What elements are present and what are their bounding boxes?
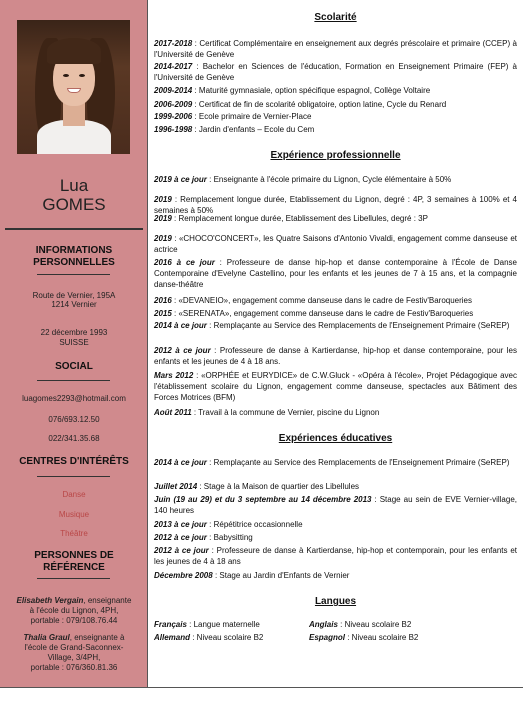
experience-entry: 2019 : «CHOCO'CONCERT», les Quatre Saisons d'Antonio Vivaldi, engagement comme danseuse et actrice [154,234,517,254]
scolarite-entry: 2017-2018 : Certificat Complémentaire en enseignement aux degrés préscolaire et primaire (CCEP) à l'Université de Genève [154,39,517,59]
scolarite-entry: 2014-2017 : Bachelor en Sciences de l'éducation, Formation en Enseignement Primaire (FEP) à l'Université de Genève [154,62,517,82]
language-item: Français : Langue maternelle [154,620,260,629]
birth-date: 22 décembre 1993 [40,328,108,337]
scolarite-entry: 1999-2006 : Ecole primaire de Vernier-Place [154,112,312,121]
scolarite-entry: 2006-2009 : Certificat de fin de scolarité obligatoire, option latine, Cycle du Renard [154,100,447,109]
reference-name: Thalia Graul [23,633,70,642]
divider [37,578,110,579]
divider [37,380,110,381]
address-line1: Route de Vernier, 195A [32,291,116,300]
scolarite-entry: 2009-2014 : Maturité gymnasiale, option spécifique espagnol, Collège Voltaire [154,86,431,95]
profile-photo [17,20,130,154]
educative-entry: Juillet 2014 : Stage à la Maison de quartier des Libellules [154,482,360,491]
reference-name: Elisabeth Vergain [16,596,84,605]
experience-entry: Mars 2012 : «ORPHÉE et EURYDICE» de C.W.Gluck - «Opéra à l'école», Projet Pédagogique avec l'établissement scolaire du Lignon, engagement comme danseuse, spectacles aux Bâtiment des Forces Motrices (BFM) [154,371,517,402]
educative-entry: 2013 à ce jour : Répétitrice occasionnelle [154,520,303,529]
reference-class: Village, 3/4PH, [47,653,101,662]
country: SUISSE [59,338,89,347]
educative-entry: 2012 à ce jour : Babysitting [154,533,253,542]
experience-entry: 2016 à ce jour : Professeure de danse hip-hop et danse contemporaine à l'École de Danse Contemporaine d'Evelyne Castellino, pour les enfants et les jeunes de 7 à 15 ans, et la compagnie danse-théâtre [154,258,518,289]
section-title-educative: Expériences éducatives [278,433,393,444]
email-link[interactable]: luagomes2293@hotmail.com [22,394,126,403]
experience-entry: 2019 : Remplacement longue durée, Etablissement des Libellules, degré : 3P [154,214,428,223]
phone-mobile: 076/693.12.50 [48,415,100,424]
interest-item: Musique [58,510,90,519]
reference-phone: portable : 076/360.81.36 [30,663,118,672]
reference-1 [4,596,144,626]
experience-entry: 2015 : «SERENATA», engagement comme danseuse dans le cadre de Festiv'Baroqueries [154,309,474,318]
educative-entry: 2014 à ce jour : Remplaçante au Service des Remplacements de l'Enseignement Primaire (SeREP) [154,458,510,467]
references-title: PERSONNES DE RÉFÉRENCE [34,550,114,573]
section-title-scolarite: Scolarité [314,12,357,23]
educative-entry: Décembre 2008 : Stage au Jardin d'Enfants de Vernier [154,571,350,580]
experience-entry: 2012 à ce jour : Professeure de danse à Kartierdanse, hip-hop et danse contemporaine, pour les enfants et les jeunes de 4 à 18 ans. [154,346,518,366]
experience-entry: 2016 : «DEVANEIO», engagement comme danseuse dans le cadre de Festiv'Baroqueries [154,296,473,305]
address-line2: 1214 Vernier [51,300,97,309]
educative-entry: Juin (19 au 29) et du 3 septembre au 14 décembre 2013 : Stage au sein de EVE Vernier-village, 140 heures [154,495,517,515]
scolarite-entry: 1996-1998 : Jardin d'enfants – Ecole du Cem [154,125,315,134]
social-title: SOCIAL [55,361,93,372]
experience-entry: 2019 : Remplacement longue durée, Etablissement du Lignon, degré : 4P, 3 semaines à 100% et 4 semaines à 50% [154,195,517,215]
experience-entry: 2019 à ce jour : Enseignante à l'école primaire du Lignon, Cycle élémentaire à 50% [154,175,452,184]
first-name: Lua [59,176,89,195]
divider [37,476,110,477]
language-item: Espagnol : Niveau scolaire B2 [309,633,419,642]
section-title-experience: Expérience professionnelle [270,150,401,161]
phone-home: 022/341.35.68 [48,434,100,443]
bottom-border [148,687,523,688]
interests-title: CENTRES D'INTÉRÊTS [19,456,129,467]
reference-2 [4,633,144,673]
reference-role: , enseignante à [69,633,125,642]
interest-item: Danse [62,490,86,499]
reference-phone: portable : 079/108.76.44 [30,616,118,625]
educative-entry: 2012 à ce jour : Professeure de danse à Kartierdanse, hip-hop et contemporain, pour les enfants et les jeunes de 4 à 18 ans [154,546,518,566]
experience-entry: 2014 à ce jour : Remplaçante au Service des Remplacements de l'Enseignement Primaire (SeREP) [154,321,510,330]
language-item: Allemand : Niveau scolaire B2 [154,633,264,642]
reference-school: à l'école du Lignon, 4PH, [29,606,119,615]
reference-school: l'école de Grand-Saconnex- [24,643,124,652]
experience-entry: Août 2011 : Travail à la commune de Vernier, piscine du Lignon [154,408,380,417]
main-content [148,0,523,688]
language-item: Anglais : Niveau scolaire B2 [309,620,412,629]
sidebar [0,0,148,688]
reference-role: , enseignante [83,596,132,605]
divider [5,228,143,230]
last-name: GOMES [42,195,106,214]
interest-item: Théâtre [60,529,88,538]
info-title: INFORMATIONS PERSONNELLES [33,245,115,268]
section-title-langues: Langues [314,596,357,607]
divider [37,274,110,275]
